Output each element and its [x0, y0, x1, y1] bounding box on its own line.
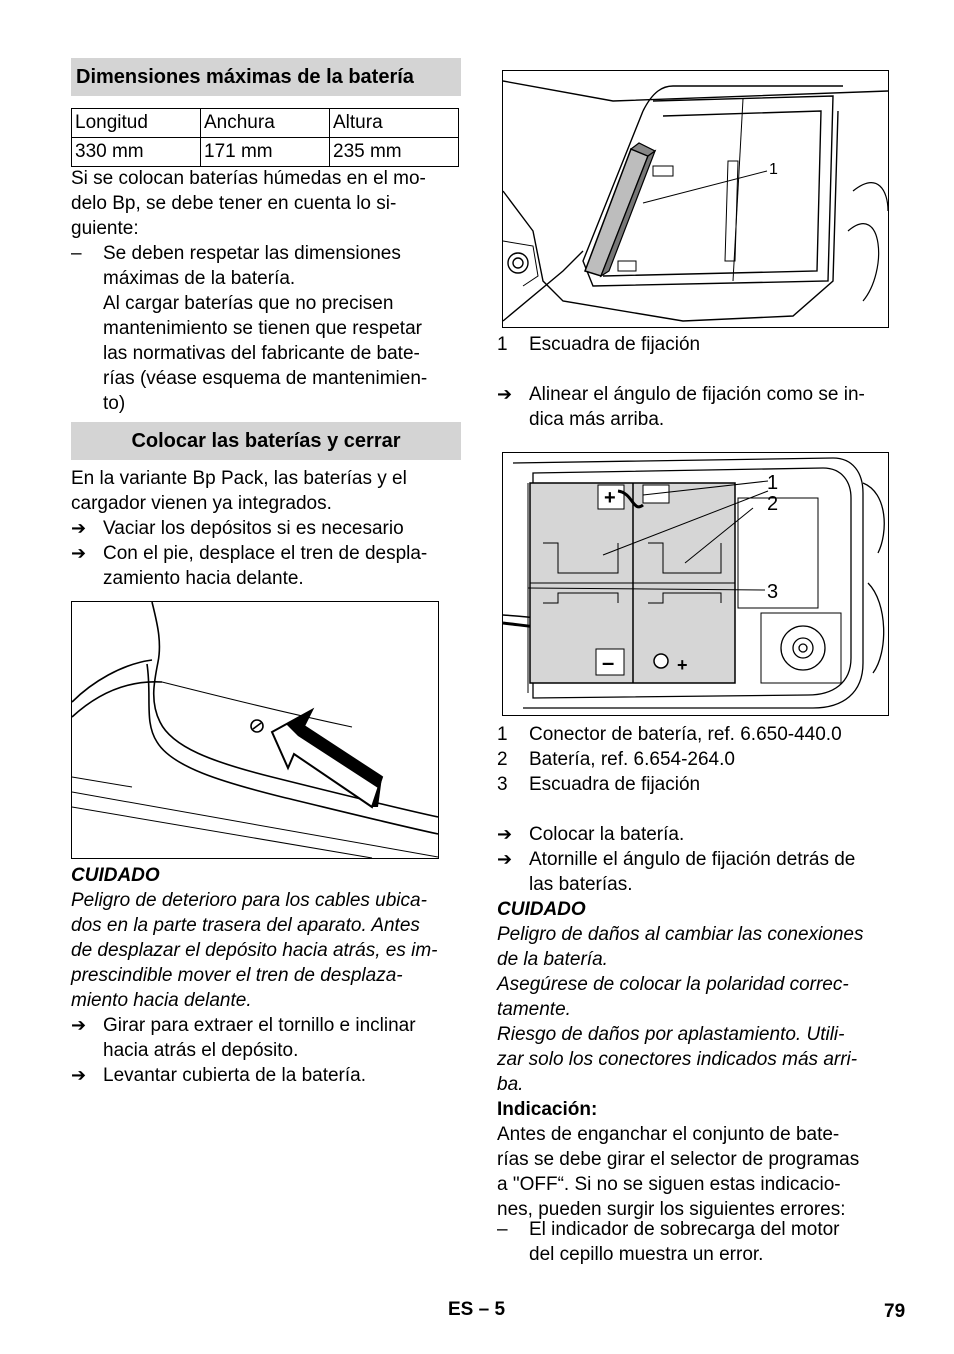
table-cell: 171 mm [201, 138, 330, 167]
caution-title: CUIDADO [497, 899, 586, 920]
undercarriage-illustration [72, 602, 438, 858]
text-line: del cepillo muestra un error. [529, 1244, 764, 1265]
figure-undercarriage [71, 601, 439, 859]
footer-lang: ES [448, 1299, 474, 1320]
text-line: Girar para extraer el tornillo e inclinar [103, 1015, 416, 1036]
arrow-right-icon: ➔ [71, 1065, 87, 1085]
text-line: dos en la parte trasera del aparato. Antes [71, 915, 420, 936]
text-line: a "OFF“. Si no se siguen estas indicacio- [497, 1174, 841, 1195]
table-header-cell: Anchura [201, 109, 330, 138]
text-line: rías se debe girar el selector de programas [497, 1149, 860, 1170]
table-cell: 235 mm [330, 138, 459, 167]
step-move-undercarriage [103, 541, 427, 591]
legend-text: Escuadra de fijación [529, 334, 701, 355]
text-line: las baterías. [529, 874, 633, 895]
note-text [497, 1122, 859, 1222]
figure-fixing-bracket [502, 70, 889, 328]
page-number: 79 [884, 1301, 906, 1322]
callout-number: 2 [767, 493, 779, 515]
heading-battery-dimensions [71, 58, 461, 96]
legend-item [497, 722, 889, 747]
text-line: de la batería. [497, 949, 608, 970]
arrow-right-icon: ➔ [497, 849, 513, 869]
dimensions-table [71, 108, 459, 167]
text-line: dica más arriba. [529, 409, 665, 430]
text-line: mantenimiento se tienen que respetar [103, 318, 422, 339]
table-cell: 330 mm [72, 138, 201, 167]
legend-number: 1 [497, 724, 508, 745]
text-line: Peligro de daños al cambiar las conexiones [497, 924, 864, 945]
text-line: Con el pie, desplace el tren de despla- [103, 543, 428, 564]
text-line: Peligro de deterioro para los cables ubica- [71, 890, 427, 911]
text-line: Al cargar baterías que no precisen [103, 293, 394, 314]
heading-insert-batteries [71, 422, 461, 460]
text-line: En la variante Bp Pack, las baterías y el [71, 468, 407, 489]
text-line: zamiento hacia delante. [103, 568, 304, 589]
step-tilt-tank [103, 1013, 416, 1063]
legend-number: 3 [497, 774, 508, 795]
text-line: tamente. [497, 999, 571, 1020]
text-line: Asegúrese de colocar la polaridad correc- [497, 974, 849, 995]
legend-text: Conector de batería, ref. 6.650-440.0 [529, 724, 842, 745]
text-line: prescindible mover el tren de desplaza- [71, 965, 403, 986]
legend-item [497, 332, 701, 357]
intro-paragraph [71, 166, 426, 241]
arrow-right-icon: ➔ [71, 1015, 87, 1035]
step-insert-battery: Colocar la batería. [529, 824, 685, 845]
svg-text:+: + [604, 487, 616, 509]
text-line: de desplazar el depósito hacia atrás, es im- [71, 940, 438, 961]
step-lift-cover: Levantar cubierta de la batería. [103, 1065, 367, 1086]
dash-marker: – [497, 1219, 508, 1240]
arrow-right-icon: ➔ [497, 824, 513, 844]
svg-text:–: – [602, 650, 615, 675]
callout-number: 1 [767, 472, 779, 494]
text-line: El indicador de sobrecarga del motor [529, 1219, 840, 1240]
table-header-cell: Longitud [72, 109, 201, 138]
text-line: nes, pueden surgir los siguientes errores: [497, 1199, 846, 1220]
text-line: cargador vienen ya integrados. [71, 493, 332, 514]
batteries-illustration [503, 453, 888, 715]
footer-section-number: 5 [494, 1299, 506, 1320]
text-line: ba. [497, 1074, 524, 1095]
text-line: Antes de enganchar el conjunto de bate- [497, 1124, 840, 1145]
heading-text: Colocar las baterías y cerrar [131, 430, 401, 452]
text-line: Se deben respetar las dimensiones [103, 243, 401, 264]
arrow-right-icon: ➔ [71, 518, 87, 538]
text-line: zar solo los conectores indicados más arri- [497, 1049, 858, 1070]
footer-separator: – [478, 1299, 490, 1320]
text-line: guiente: [71, 218, 139, 239]
figure-batteries [502, 452, 889, 716]
callout-number: 1 [769, 161, 778, 178]
text-line: las normativas del fabricante de bate- [103, 343, 420, 364]
caution-text [71, 888, 437, 1013]
legend-item [497, 747, 889, 772]
legend-text: Escuadra de fijación [529, 774, 701, 795]
legend-list [497, 722, 889, 797]
legend-item [497, 772, 889, 797]
text-line: Riesgo de daños por aplastamiento. Utili- [497, 1024, 845, 1045]
step-align-bracket [529, 382, 865, 432]
note-title: Indicación: [497, 1099, 598, 1120]
step-screw-bracket [529, 847, 855, 897]
svg-text:+: + [677, 655, 688, 675]
arrow-right-icon: ➔ [71, 543, 87, 563]
text-line: máximas de la batería. [103, 268, 296, 289]
footer-section-label [448, 1299, 505, 1321]
table-row [72, 109, 459, 138]
dash-item-error [529, 1217, 840, 1267]
text-line: to) [103, 393, 126, 414]
table-header-cell: Altura [330, 109, 459, 138]
fixing-bracket-illustration [503, 71, 888, 327]
text-line: miento hacia delante. [71, 990, 252, 1011]
legend-number: 1 [497, 334, 508, 355]
dash-marker: – [71, 243, 82, 264]
arrow-right-icon: ➔ [497, 384, 513, 404]
legend-text: Batería, ref. 6.654-264.0 [529, 749, 735, 770]
step-empty-tanks: Vaciar los depósitos si es necesario [103, 518, 404, 539]
text-line: hacia atrás el depósito. [103, 1040, 299, 1061]
caution-text [497, 922, 864, 1097]
legend-number: 2 [497, 749, 508, 770]
text-line: Atornille el ángulo de fijación detrás de [529, 849, 856, 870]
text-line: Alinear el ángulo de fijación como se in- [529, 384, 865, 405]
caution-title: CUIDADO [71, 865, 160, 886]
dash-item-dimensions [103, 241, 427, 416]
text-line: rías (véase esquema de mantenimien- [103, 368, 428, 389]
table-row [72, 138, 459, 167]
text-line: delo Bp, se debe tener en cuenta lo si- [71, 193, 397, 214]
callout-number: 3 [767, 581, 779, 603]
text-line: Si se colocan baterías húmedas en el mo- [71, 168, 426, 189]
bp-pack-paragraph [71, 466, 407, 516]
heading-text: Dimensiones máximas de la batería [76, 66, 414, 88]
